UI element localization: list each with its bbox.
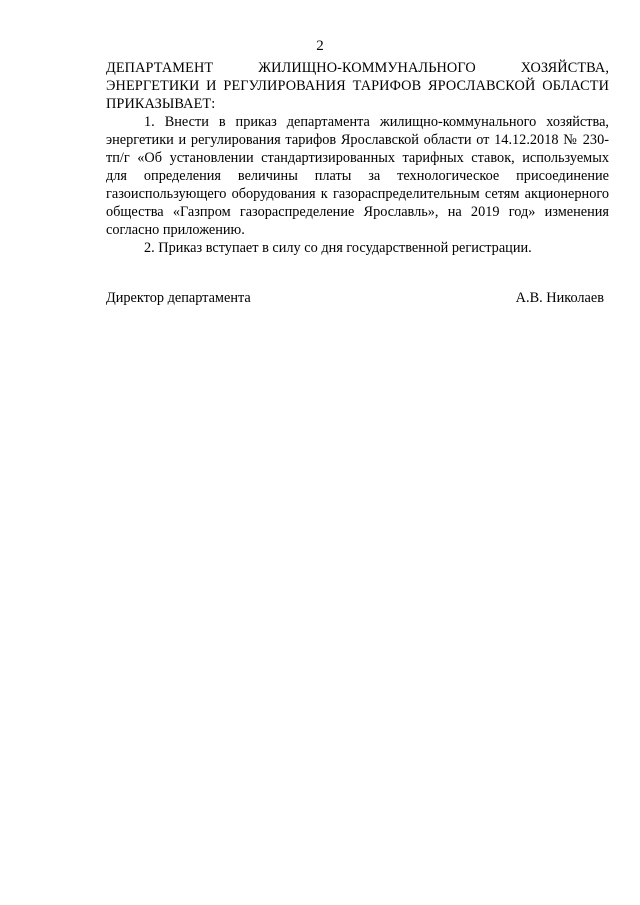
signature-block: [106, 289, 604, 307]
order-heading: ДЕПАРТАМЕНТ ЖИЛИЩНО-КОММУНАЛЬНОГО ХОЗЯЙСТВА, ЭНЕРГЕТИКИ И РЕГУЛИРОВАНИЯ ТАРИФОВ ЯРОСЛАВСКОЙ ОБЛАСТИ ПРИКАЗЫВАЕТ:: [106, 60, 609, 112]
order-item-2: 2. Приказ вступает в силу со дня государственной регистрации.: [144, 240, 532, 256]
order-item-1: 1. Внести в приказ департамента жилищно-коммунального хозяйства, энергетики и регулирования тарифов Ярославской области от 14.12.2018 № 230-тп/г «Об установлении стандартизированных тарифных ставок, используемых для определения величины платы за технологическое присоединение газоиспользующего оборудования к газораспределительным сетям акционерного общества «Газпром газораспределение Ярославль», на 2019 год» изменения согласно приложению.: [106, 114, 609, 238]
signatory-name: А.В. Николаев: [515, 290, 604, 306]
document-body: [106, 59, 609, 257]
signatory-position: Директор департамента: [106, 290, 251, 306]
page-number: 2: [316, 38, 324, 54]
